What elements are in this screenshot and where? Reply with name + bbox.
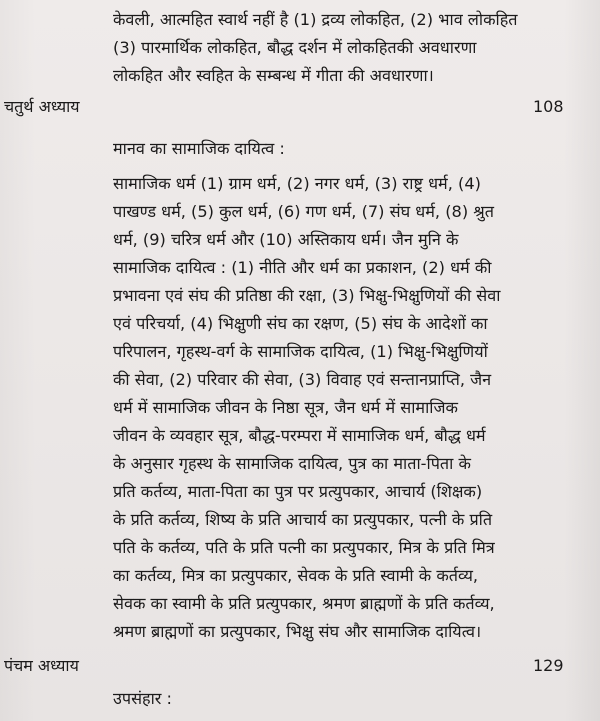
body-line: सेवक का स्वामी के प्रति प्रत्युपकार, श्रमण ब्राह्मणों के प्रति कर्तव्य,	[113, 594, 495, 613]
intro-line-2: (3) पारमार्थिक लोकहित, बौद्ध दर्शन में लोकहितकी अवधारणा	[113, 38, 477, 57]
body-line: प्रति कर्तव्य, माता-पिता का पुत्र पर प्रत्युपकार, आचार्य (शिक्षक)	[113, 482, 483, 501]
body-line: सामाजिक दायित्व : (1) नीति और धर्म का प्रकाशन, (2) धर्म की	[113, 258, 492, 277]
body-line: पाखण्ड धर्म, (5) कुल धर्म, (6) गण धर्म, (7) संघ धर्म, (8) श्रुत	[113, 202, 494, 221]
body-line: सामाजिक धर्म (1) ग्राम धर्म, (2) नगर धर्म, (3) राष्ट्र धर्म, (4)	[113, 174, 481, 193]
body-line: परिपालन, गृहस्थ-वर्ग के सामाजिक दायित्व, (1) भिक्षु-भिक्षुणियों	[113, 342, 488, 361]
body-line: धर्म, (9) चरित्र धर्म और (10) अस्तिकाय धर्म। जैन मुनि के	[113, 230, 459, 249]
intro-line-3: लोकहित और स्वहित के सम्बन्ध में गीता की अवधारणा।	[113, 66, 434, 85]
body-line: जीवन के व्यवहार सूत्र, बौद्ध-परम्परा में सामाजिक धर्म, बौद्ध धर्म	[113, 426, 486, 445]
section-heading: मानव का सामाजिक दायित्व :	[113, 139, 285, 158]
intro-line-1: केवली, आत्महित स्वार्थ नहीं है (1) द्रव्य लोकहित, (2) भाव लोकहित	[113, 10, 518, 29]
body-line: प्रभावना एवं संघ की प्रतिष्ठा की रक्षा, (3) भिक्षु-भिक्षुणियों की सेवा	[113, 286, 501, 305]
body-line: का कर्तव्य, मित्र का प्रत्युपकार, सेवक के प्रति स्वामी के कर्तव्य,	[113, 566, 479, 585]
body-line: के अनुसार गृहस्थ के सामाजिक दायित्व, पुत्र का माता-पिता के	[113, 454, 471, 473]
body-line: के प्रति कर्तव्य, शिष्य के प्रति आचार्य का प्रत्युपकार, पत्नी के प्रति	[113, 510, 493, 529]
final-heading: उपसंहार :	[113, 689, 173, 708]
body-line: धर्म में सामाजिक जीवन के निष्ठा सूत्र, जैन धर्म में सामाजिक	[113, 398, 458, 417]
chapter-4-page-number: 108	[533, 97, 564, 116]
body-line: पति के कर्तव्य, पति के प्रति पत्नी का प्रत्युपकार, मित्र के प्रति मित्र	[113, 538, 495, 557]
chapter-5-page-number: 129	[533, 656, 564, 675]
body-line: एवं परिचर्या, (4) भिक्षुणी संघ का रक्षण, (5) संघ के आदेशों का	[113, 314, 488, 333]
chapter-5-label: पंचम अध्याय	[4, 656, 79, 675]
body-line: की सेवा, (2) परिवार की सेवा, (3) विवाह एवं सन्तानप्राप्ति, जैन	[113, 370, 492, 389]
chapter-4-label: चतुर्थ अध्याय	[4, 97, 80, 116]
body-line: श्रमण ब्राह्मणों का प्रत्युपकार, भिक्षु संघ और सामाजिक दायित्व।	[113, 622, 482, 641]
